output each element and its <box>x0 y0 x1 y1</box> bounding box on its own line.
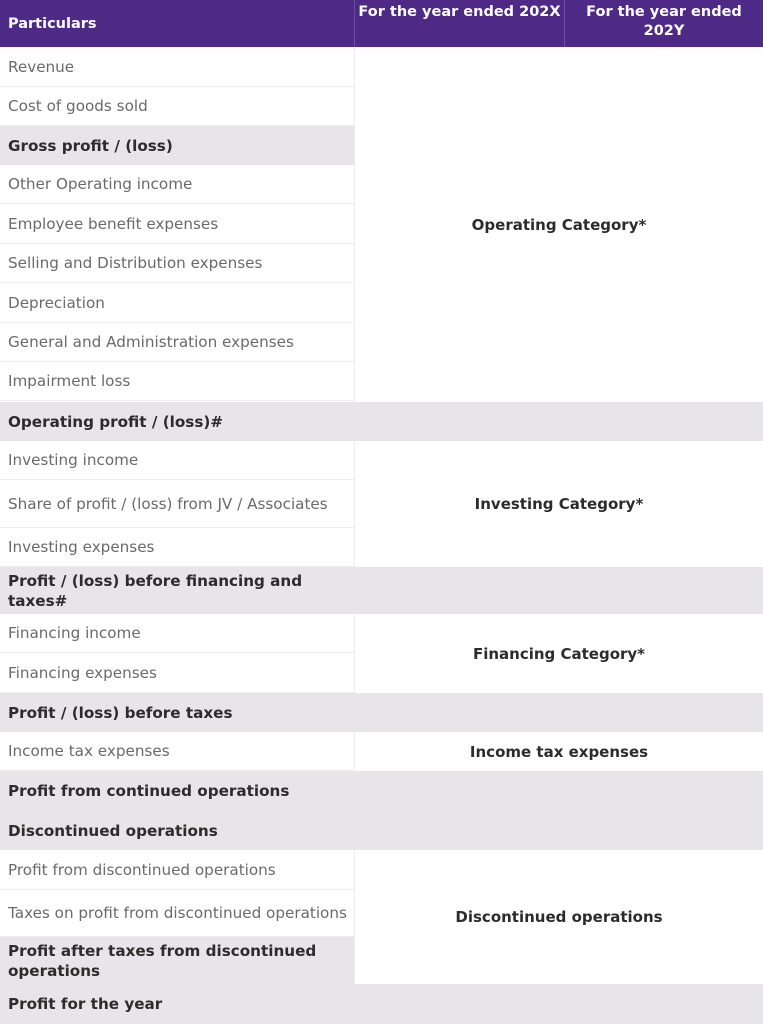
subtotal-row-label: Operating profit / (loss)# <box>0 402 354 441</box>
category-cell: Financing Category* <box>354 614 763 693</box>
header-year-202y: For the year ended 202Y <box>564 0 763 47</box>
subtotal-band <box>354 693 763 732</box>
subtotal-band <box>354 771 763 811</box>
subtotal-row-label: Profit from continued operations <box>0 771 354 811</box>
subtotal-row-label: Discontinued operations <box>0 811 354 850</box>
line-item-label: General and Administration expenses <box>0 323 354 362</box>
category-cell: Investing Category* <box>354 441 763 567</box>
subtotal-row-label: Gross profit / (loss) <box>0 126 354 165</box>
subtotal-row-label: Profit for the year <box>0 984 354 1024</box>
category-cell: Income tax expenses <box>354 732 763 771</box>
line-item-label: Share of profit / (loss) from JV / Associates <box>0 480 354 528</box>
line-item-label: Income tax expenses <box>0 732 354 771</box>
line-item-label: Taxes on profit from discontinued operations <box>0 890 354 937</box>
subtotal-band <box>354 567 763 614</box>
header-year-202x: For the year ended 202X <box>354 0 564 47</box>
line-item-label: Investing expenses <box>0 528 354 567</box>
line-item-label: Profit from discontinued operations <box>0 850 354 890</box>
subtotal-band <box>354 984 763 1024</box>
category-cell: Discontinued operations <box>354 850 763 984</box>
line-item-label: Revenue <box>0 47 354 87</box>
line-item-label: Selling and Distribution expenses <box>0 244 354 283</box>
subtotal-row-label: Profit after taxes from discontinued operations <box>0 937 354 984</box>
line-item-label: Impairment loss <box>0 362 354 401</box>
subtotal-band <box>354 811 763 850</box>
subtotal-row-label: Profit / (loss) before taxes <box>0 693 354 732</box>
line-item-label: Financing income <box>0 614 354 653</box>
line-item-label: Other Operating income <box>0 165 354 204</box>
line-item-label: Financing expenses <box>0 654 354 693</box>
line-item-label: Depreciation <box>0 283 354 323</box>
category-cell: Operating Category* <box>354 47 763 402</box>
line-item-label: Employee benefit expenses <box>0 205 354 244</box>
subtotal-band <box>354 402 763 441</box>
line-item-label: Investing income <box>0 441 354 480</box>
header-particulars: Particulars <box>0 0 354 47</box>
line-item-label: Cost of goods sold <box>0 87 354 126</box>
subtotal-row-label: Profit / (loss) before financing and taxes# <box>0 567 354 614</box>
